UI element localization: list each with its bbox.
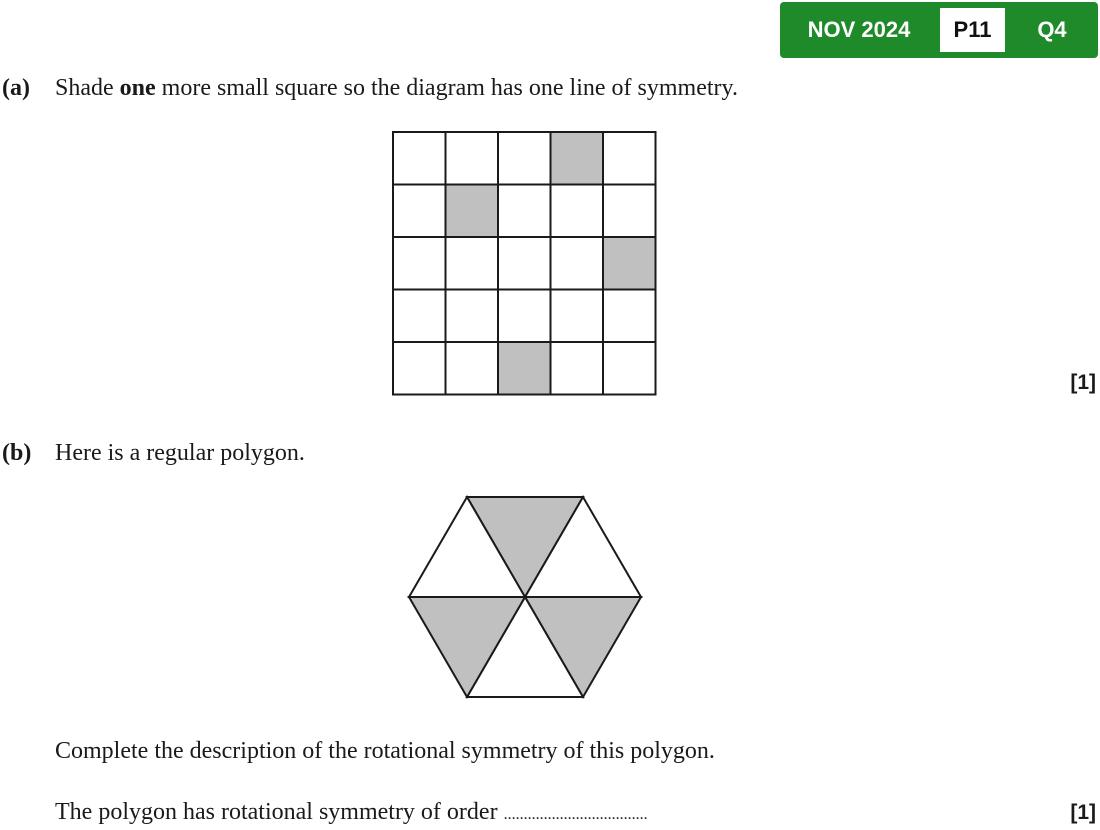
grid-cell-shaded[interactable] (551, 132, 604, 185)
grid-cell[interactable] (446, 290, 499, 343)
grid-cell[interactable] (393, 237, 446, 290)
part-a-marks: [1] (1070, 371, 1096, 394)
part-b-label: (b) (2, 440, 32, 466)
part-b-instruction: Complete the description of the rotational symmetry of this polygon. (55, 738, 715, 764)
question-number: Q4 (1037, 17, 1067, 42)
part-a-text-after: more small square so the diagram has one line of symmetry. (155, 75, 738, 101)
part-a-label: (a) (2, 75, 30, 101)
part-a-text-before: Shade (55, 75, 120, 101)
grid-cell-shaded[interactable] (603, 237, 656, 290)
paper-label: P11 (940, 8, 1005, 52)
grid-cell[interactable] (498, 185, 551, 238)
session-label: NOV 2024 (807, 17, 911, 42)
question-badge (780, 2, 1098, 58)
symmetry-grid[interactable] (390, 129, 660, 399)
grid-cell[interactable] (603, 290, 656, 343)
part-a-text-bold: one (119, 75, 156, 101)
grid-cell[interactable] (393, 290, 446, 343)
regular-hexagon-diagram (404, 492, 646, 702)
grid-cell[interactable] (498, 132, 551, 185)
grid-cell-shaded[interactable] (446, 185, 499, 238)
part-b-marks: [1] (1070, 801, 1096, 824)
grid-cell[interactable] (603, 132, 656, 185)
grid-cell[interactable] (446, 132, 499, 185)
grid-cell[interactable] (551, 290, 604, 343)
grid-cell[interactable] (446, 342, 499, 395)
grid-cell[interactable] (551, 185, 604, 238)
grid-cell[interactable] (393, 342, 446, 395)
grid-cell[interactable] (498, 290, 551, 343)
grid-cell[interactable] (603, 185, 656, 238)
part-b-answer-row (55, 797, 648, 830)
part-b-intro: Here is a regular polygon. (55, 440, 305, 466)
grid-cell[interactable] (603, 342, 656, 395)
grid-cell[interactable] (446, 237, 499, 290)
answer-line[interactable]: .................................... (503, 806, 648, 823)
answer-prompt: The polygon has rotational symmetry of order (55, 799, 498, 825)
grid-cell[interactable] (393, 185, 446, 238)
grid-cell-shaded[interactable] (498, 342, 551, 395)
grid-cell[interactable] (551, 342, 604, 395)
part-a-question (2, 73, 738, 103)
part-b-question (2, 438, 305, 468)
grid-cell[interactable] (393, 132, 446, 185)
grid-cell[interactable] (498, 237, 551, 290)
grid-cell[interactable] (551, 237, 604, 290)
